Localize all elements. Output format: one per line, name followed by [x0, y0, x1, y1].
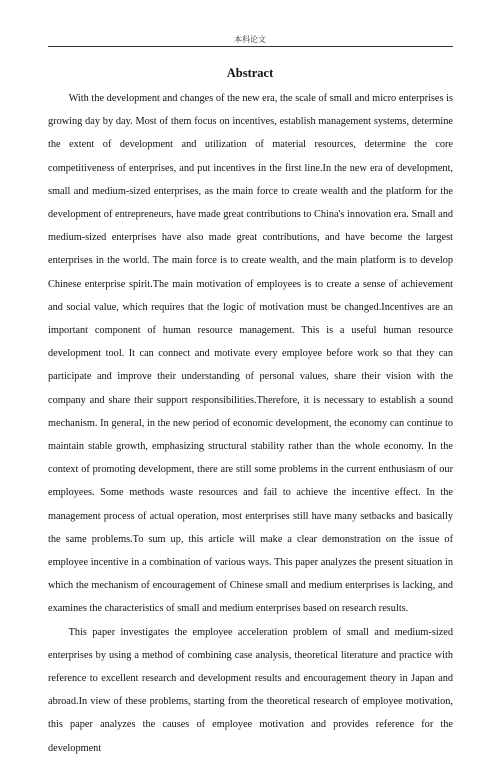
abstract-title: Abstract: [226, 66, 274, 80]
header-divider: [48, 46, 453, 47]
abstract-paragraph-2: This paper investigates the employee acceleration problem of small and medium-sized enterprises by using a method of combining case analysis, theoretical literature and practice with reference to excellent research and development results and encouragement theory in Japan and abroad.In view of these problems, starting from the theoretical research of employee motivation, this paper analyzes the causes of employee motivation and provides reference for the development: [48, 626, 453, 754]
abstract-body: [48, 87, 453, 760]
abstract-paragraph-1: With the development and changes of the new era, the scale of small and micro enterprises is growing day by day. Most of them focus on incentives, establish management systems, determine the extent of development and utilization of material resources, determine the core competitiveness of enterprises, and put incentives in the first line.In the new era of development, small and medium-sized enterprises, as the main force to create wealth and the platform for the development of entrepreneurs, have made great contributions to China's innovation era. Small and medium-sized enterprises have also made great contributions, and have become the largest enterprises in the world. The main force is to create wealth, and the main platform is to develop Chinese enterprise spirit.The main motivation of employees is to create a sense of achievement and social value, which requires that the logic of motivation must be changed.Incentives are an important component of human resource management. This is a useful human resource development tool. It can connect and motivate every employee before work so that they can participate and improve their understanding of personal values, share their vision with the company and share their support responsibilities.Therefore, it is necessary to establish a sound mechanism. In general, in the new period of economic development, the economy can continue to maintain stable growth, emphasizing structural stability rather than the whole economy. In the context of promoting development, there are still some problems in the current enthusiasm of our employees. Some methods waste resources and fail to achieve the incentive effect. In the management process of actual operation, most enterprises still have many setbacks and basically the same problems.To sum up, this article will make a clear demonstration on the issue of employee incentive in a combination of various ways. This paper analyzes the present situation in which the mechanism of encouragement of Chinese small and medium enterprises is lacking, and examines the characteristics of small and medium enterprises based on research results.: [48, 93, 453, 615]
running-header: 本科论文: [234, 35, 266, 44]
